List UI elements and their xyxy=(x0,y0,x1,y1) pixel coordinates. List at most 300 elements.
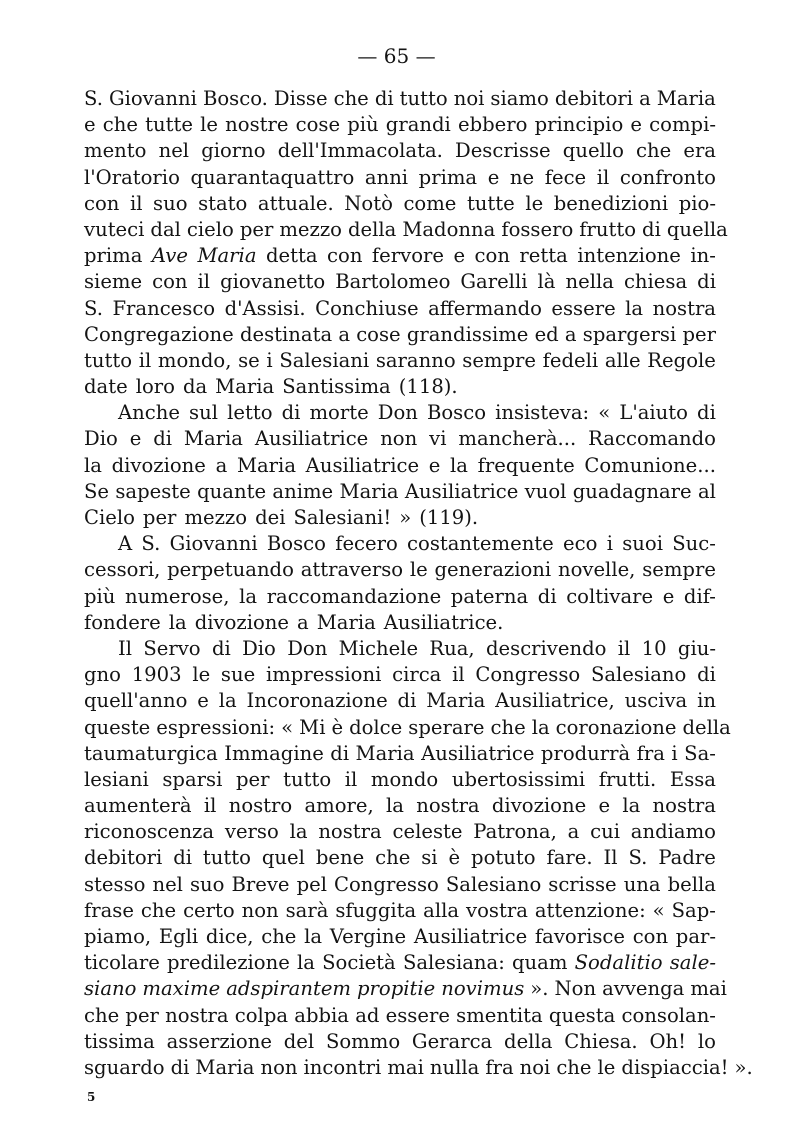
word: i xyxy=(606,532,613,556)
word: gno xyxy=(84,663,121,687)
word: frutto xyxy=(579,217,637,241)
word: la xyxy=(622,794,641,818)
text-line xyxy=(84,610,716,636)
word: costantemente xyxy=(407,532,554,556)
word: giorno xyxy=(201,139,266,163)
word: Chiesa. xyxy=(564,1029,638,1053)
word: le xyxy=(409,558,428,582)
word: le xyxy=(200,113,218,137)
word: di xyxy=(397,689,417,713)
word: di xyxy=(697,663,716,687)
word: loro xyxy=(135,375,175,399)
word: che xyxy=(556,1055,592,1079)
word: lo xyxy=(697,1029,716,1053)
word: siano xyxy=(84,977,137,1001)
word: che xyxy=(333,87,369,110)
word: Mi xyxy=(299,715,326,739)
word: Congregazione xyxy=(84,322,234,346)
word: prima xyxy=(84,244,143,268)
word: ne xyxy=(509,165,535,189)
word: mento xyxy=(84,139,147,163)
word: vuol xyxy=(524,479,567,503)
word: che xyxy=(375,846,411,870)
text-line xyxy=(84,793,716,819)
word: 10 xyxy=(641,636,667,660)
word: A xyxy=(118,532,133,556)
word: la xyxy=(168,610,187,634)
word: tissima xyxy=(84,1029,155,1053)
word: quarantaquattro xyxy=(190,165,355,189)
word: attenzione: xyxy=(534,898,646,922)
word: colpa xyxy=(234,1003,289,1027)
word: verso xyxy=(224,820,279,844)
word: siamo xyxy=(490,87,549,110)
word: e xyxy=(662,584,675,608)
word: a xyxy=(564,322,577,346)
word: nostro xyxy=(228,794,293,818)
word: descrivendo xyxy=(486,636,607,660)
word: S. xyxy=(84,296,103,320)
word: paterna xyxy=(450,584,529,608)
word: novimus xyxy=(441,977,525,1001)
word: là xyxy=(537,270,556,294)
word: frequente xyxy=(477,453,575,477)
word: aumenterà xyxy=(84,794,192,818)
word: mezzo xyxy=(184,506,248,529)
word: Michele xyxy=(338,636,419,660)
word: divozione xyxy=(194,610,290,634)
text-line xyxy=(84,322,716,348)
word: Bosco. xyxy=(202,87,268,110)
word: del xyxy=(283,1029,315,1053)
word: Ausiliatrice xyxy=(305,453,420,477)
word: Conchiuse xyxy=(315,296,419,320)
word: scrisse xyxy=(548,872,617,896)
word: abbia xyxy=(294,1003,349,1027)
word: ebbero xyxy=(457,113,528,137)
word: grandi xyxy=(385,113,451,137)
word: di xyxy=(173,846,192,870)
word: Ausiliatrice xyxy=(404,479,519,503)
word: compi- xyxy=(649,113,716,137)
word: pel xyxy=(296,872,327,896)
word: sempre xyxy=(462,348,537,372)
word: Maria xyxy=(426,689,486,713)
word: 1903 xyxy=(131,663,182,687)
word: sarà xyxy=(285,898,329,922)
word: Disse xyxy=(273,87,328,110)
word: suoi xyxy=(622,532,663,556)
word: mondo xyxy=(370,767,439,791)
text-line xyxy=(84,976,727,1002)
word: il xyxy=(203,794,217,818)
word: letto xyxy=(227,401,273,425)
signature-mark: 5 xyxy=(87,1090,96,1104)
text-line xyxy=(84,374,716,400)
word: dal xyxy=(150,217,181,241)
text-line xyxy=(84,741,716,767)
word: noi xyxy=(519,1055,551,1079)
word: non xyxy=(380,427,418,451)
word: nostra xyxy=(652,296,716,320)
text-line xyxy=(84,584,716,610)
word: vuteci xyxy=(84,217,145,241)
word: « xyxy=(598,401,611,425)
word: detta xyxy=(265,244,318,268)
word: fra xyxy=(636,741,665,765)
paragraph xyxy=(84,636,753,1081)
word: al xyxy=(697,479,716,503)
word: cose xyxy=(295,113,341,137)
word: affermando xyxy=(428,296,542,320)
word: e xyxy=(487,165,500,189)
word: Sodalitio xyxy=(574,951,663,975)
word: Bosco xyxy=(426,401,486,425)
text-line xyxy=(84,662,716,688)
word: la xyxy=(239,584,258,608)
word: smentita xyxy=(456,1003,543,1027)
word: come xyxy=(403,191,457,215)
word: nostre xyxy=(225,113,289,137)
word: destinata xyxy=(239,322,333,346)
word: tutto xyxy=(84,348,133,372)
word: ad xyxy=(355,1003,380,1027)
word: consolan- xyxy=(621,1003,716,1027)
word: si xyxy=(421,846,438,870)
word: con xyxy=(474,244,510,268)
word: la xyxy=(386,794,404,818)
word: Maria xyxy=(195,1055,255,1079)
word: quel xyxy=(261,846,305,870)
word: (118). xyxy=(398,375,458,399)
word: cielo xyxy=(186,217,234,241)
word: L'aiuto xyxy=(619,401,688,425)
text-line xyxy=(84,453,716,479)
word: vostra xyxy=(466,898,528,922)
word: nel xyxy=(152,872,183,896)
word: pio- xyxy=(678,191,716,215)
word: giu- xyxy=(677,636,716,660)
word: taumaturgica xyxy=(84,741,218,765)
word: tutte xyxy=(466,191,515,215)
word: della xyxy=(504,1029,553,1053)
word: e xyxy=(129,427,142,451)
word: vi xyxy=(429,427,447,451)
word: da xyxy=(182,375,208,399)
word: confronto xyxy=(619,165,716,189)
word: il xyxy=(617,636,631,660)
word: Rua, xyxy=(429,636,475,660)
word: nostra xyxy=(416,794,480,818)
word: Breve xyxy=(231,872,290,896)
word: Maria xyxy=(183,427,243,451)
word: Sa- xyxy=(684,741,716,765)
word: divozione xyxy=(111,453,206,477)
word: di xyxy=(330,741,350,765)
word: Don xyxy=(287,636,328,660)
word: usciva xyxy=(624,689,688,713)
word: dif- xyxy=(683,584,716,608)
word: di xyxy=(642,217,661,241)
word: tutte xyxy=(145,113,193,137)
word: tutto xyxy=(399,87,448,110)
word: e xyxy=(428,453,441,477)
word: espressioni: xyxy=(156,715,276,739)
text-line xyxy=(84,636,716,662)
word: intenzione xyxy=(577,244,681,268)
text-line xyxy=(84,86,716,112)
word: Gerarca xyxy=(411,1029,493,1053)
word: la xyxy=(531,715,550,739)
word: par- xyxy=(675,925,716,948)
word: Maria xyxy=(656,87,716,110)
word: sfuggita xyxy=(335,898,417,922)
word: ». xyxy=(734,1055,753,1079)
word: di xyxy=(697,270,716,294)
word: novelle, xyxy=(557,558,636,582)
word: Ausiliatrice xyxy=(421,741,535,765)
word: la xyxy=(296,951,315,975)
word: sguardo xyxy=(84,1055,165,1079)
text-line xyxy=(84,1029,716,1055)
word: Sommo xyxy=(325,1029,401,1053)
word: dei xyxy=(255,506,286,529)
word: per xyxy=(235,767,270,791)
word: propitie xyxy=(357,977,436,1001)
word: ticolare xyxy=(84,951,160,975)
text-line xyxy=(84,112,716,138)
word: Dio xyxy=(84,427,118,451)
word: fecero xyxy=(335,532,398,556)
word: « xyxy=(281,715,294,739)
text-line xyxy=(84,243,716,269)
word: Don xyxy=(377,401,418,425)
word: e xyxy=(453,244,466,268)
word: fra xyxy=(485,1055,514,1079)
word: Dio xyxy=(242,636,276,660)
word: produrrà xyxy=(540,741,631,765)
word: Anche xyxy=(118,401,180,425)
paragraph xyxy=(84,531,716,636)
word: essere xyxy=(551,296,616,320)
word: anni xyxy=(364,165,409,189)
word: Garelli xyxy=(460,270,528,294)
word: Notò xyxy=(344,191,393,215)
text-line xyxy=(84,138,716,164)
word: il xyxy=(129,191,143,215)
word: Comunione... xyxy=(584,453,716,477)
word: con xyxy=(84,191,120,215)
text-line xyxy=(84,898,716,924)
word: la xyxy=(289,820,308,844)
text-line xyxy=(84,165,716,191)
word: chiesa xyxy=(623,270,688,294)
word: Immagine xyxy=(224,741,324,765)
word: e xyxy=(630,113,643,137)
word: insisteva: xyxy=(495,401,590,425)
word: non xyxy=(241,898,279,922)
word: che xyxy=(84,1003,120,1027)
word: e xyxy=(598,794,611,818)
word: alle xyxy=(604,348,641,372)
word: divozione xyxy=(491,794,587,818)
word: la xyxy=(450,453,468,477)
text-line xyxy=(84,217,728,243)
word: retta xyxy=(519,244,568,268)
word: Essa xyxy=(669,767,716,791)
text-line xyxy=(84,819,716,845)
word: sul xyxy=(189,401,218,425)
word: che xyxy=(490,715,526,739)
page-number: — 65 — xyxy=(357,44,436,68)
paragraph xyxy=(84,86,728,400)
word: raccomandazione xyxy=(266,584,442,608)
text-line xyxy=(84,872,716,898)
word: in- xyxy=(690,244,716,268)
word: adspirantem xyxy=(226,977,351,1001)
word: è xyxy=(448,846,461,870)
word: favorisce xyxy=(534,925,625,948)
word: perpetuando xyxy=(167,558,294,582)
word: Suc- xyxy=(672,532,716,556)
word: queste xyxy=(84,715,151,739)
word: il xyxy=(138,348,152,372)
word: numerose, xyxy=(125,584,230,608)
word: mezzo xyxy=(279,217,342,241)
word: Santissima xyxy=(282,375,391,399)
word: Sap- xyxy=(671,898,716,922)
word: fossero xyxy=(501,217,574,241)
word: Giovanni xyxy=(108,87,197,110)
word: quante xyxy=(197,479,267,503)
word: potuto xyxy=(471,846,536,870)
word: suo xyxy=(189,872,225,896)
word: mancherà... xyxy=(458,427,577,451)
word: di xyxy=(537,584,557,608)
word: che xyxy=(140,898,177,922)
word: riconoscenza xyxy=(84,820,215,844)
word: a xyxy=(297,610,309,634)
word: cui xyxy=(590,820,620,844)
word: Cielo xyxy=(84,506,135,529)
word: suo xyxy=(153,191,188,215)
word: sempre xyxy=(642,558,716,582)
word: morte xyxy=(309,401,369,425)
word: quello xyxy=(562,139,624,163)
word: di xyxy=(281,401,301,425)
word: spargersi xyxy=(582,322,677,346)
word: nella xyxy=(565,270,614,294)
word: bene xyxy=(315,846,365,870)
word: Servo xyxy=(143,636,201,660)
word: più xyxy=(347,113,379,137)
word: coronazione xyxy=(555,715,677,739)
word: con xyxy=(327,244,363,268)
word: S. xyxy=(84,87,103,110)
word: cose xyxy=(356,322,401,346)
word: per xyxy=(239,217,274,241)
text-line xyxy=(84,1003,716,1029)
word: di xyxy=(153,427,173,451)
word: Regole xyxy=(647,348,716,372)
word: con xyxy=(152,270,188,294)
word: Ausiliatrice xyxy=(254,427,369,451)
word: nel xyxy=(158,139,190,163)
word: sieme xyxy=(84,270,143,294)
word: Bosco xyxy=(266,532,326,556)
word: giovanetto xyxy=(220,270,326,294)
text-line xyxy=(84,767,716,793)
word: sapeste xyxy=(115,479,191,503)
word: Oh! xyxy=(649,1029,687,1053)
word: la xyxy=(84,453,102,477)
word: Giovanni xyxy=(169,532,258,556)
word: per xyxy=(142,506,177,529)
word: certo xyxy=(183,898,235,922)
word: mondo, xyxy=(157,348,232,372)
word: generazioni xyxy=(434,558,552,582)
word: lesiani xyxy=(84,767,149,791)
word: dell'Immacolata. xyxy=(277,139,443,163)
word: impressioni xyxy=(265,663,382,687)
word: le xyxy=(192,663,211,687)
word: incontri xyxy=(303,1055,382,1079)
word: stesso xyxy=(84,872,146,896)
word: Congresso xyxy=(334,872,439,896)
word: questa xyxy=(548,1003,616,1027)
word: il xyxy=(596,165,610,189)
word: stato xyxy=(198,191,248,215)
word: cessori, xyxy=(84,558,161,582)
word: a xyxy=(639,87,651,110)
body-text xyxy=(84,86,753,1081)
word: debitori xyxy=(554,87,634,110)
word: più xyxy=(84,584,116,608)
word: fondere xyxy=(84,610,161,634)
word: Maria xyxy=(197,244,257,268)
word: Maria xyxy=(355,741,415,765)
word: tutto xyxy=(202,846,251,870)
word: attraverso xyxy=(300,558,404,582)
word: celeste xyxy=(392,820,463,844)
word: benedizioni xyxy=(553,191,669,215)
word: Incoronazione xyxy=(246,689,388,713)
word: è xyxy=(331,715,344,739)
word: Madonna xyxy=(402,217,496,241)
word: alla xyxy=(423,898,460,922)
word: della xyxy=(682,715,731,739)
word: grandissime xyxy=(406,322,529,346)
word: Maria xyxy=(236,453,296,477)
word: d'Assisi. xyxy=(224,296,306,320)
text-line xyxy=(84,400,716,426)
word: debitori xyxy=(84,846,163,870)
word: S. xyxy=(628,846,648,870)
word: una xyxy=(623,872,661,896)
word: era xyxy=(683,139,716,163)
word: Ausiliatrice xyxy=(413,925,528,948)
text-line xyxy=(84,269,716,295)
word: di xyxy=(211,636,231,660)
word: il xyxy=(197,270,211,294)
word: se xyxy=(238,348,260,372)
paragraph xyxy=(84,400,716,531)
word: prima xyxy=(418,165,478,189)
word: S. xyxy=(141,532,161,556)
word: Salesiani xyxy=(279,348,370,372)
word: asserzione xyxy=(166,1029,272,1053)
word: piamo, xyxy=(84,925,152,948)
